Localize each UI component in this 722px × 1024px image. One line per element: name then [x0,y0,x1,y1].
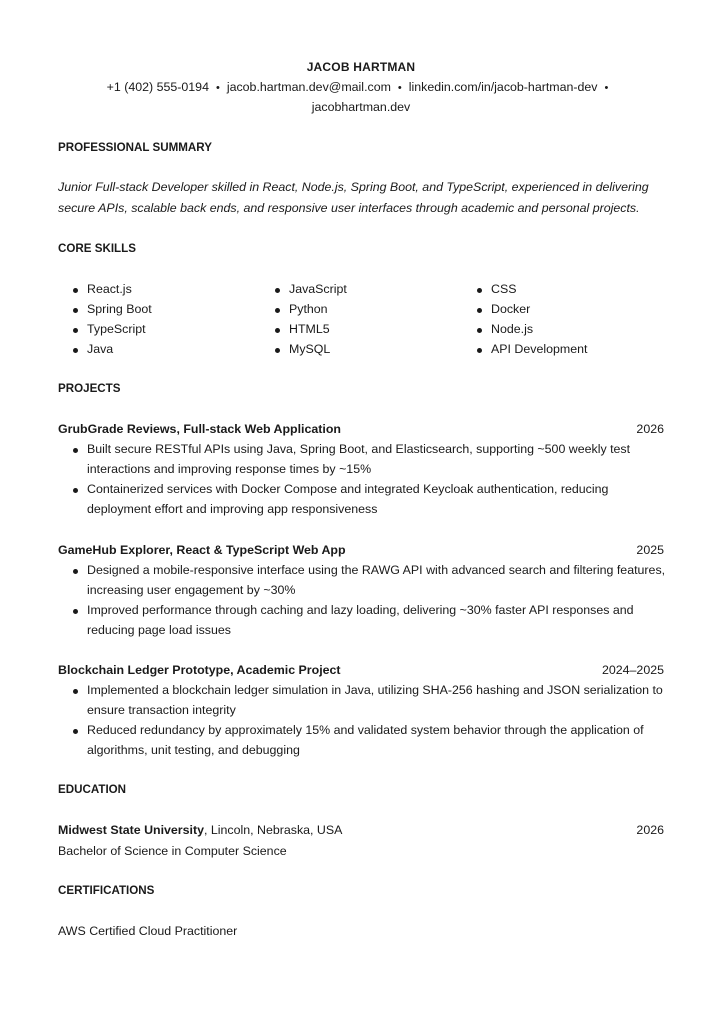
bullet-icon [73,569,78,574]
section-heading-skills: CORE SKILLS [58,242,136,255]
separator: • [397,82,402,94]
section-heading-projects: PROJECTS [58,382,121,395]
education-date: 2026 [636,823,664,837]
phone: +1 (402) 555-0194 [106,80,209,94]
section-heading-summary: PROFESSIONAL SUMMARY [58,141,212,154]
project-bullet-text: Reduced redundancy by approximately 15% and validated system behavior through the application of [87,723,644,737]
skill-item: Python [289,302,328,316]
contact-line [0,80,722,94]
project-bullet-text: Containerized services with Docker Compose and integrated Keycloak authentication, reducing [87,482,609,496]
bullet-icon [73,288,78,293]
school-location: , Lincoln, Nebraska, USA [203,823,343,837]
bullet-icon [275,328,280,333]
summary-text: Junior Full-stack Developer skilled in React, Node.js, Spring Boot, and TypeScript, experienced in delivering secure APIs, scalable back ends, and responsive user interfaces through academic and personal projects. [58,180,649,215]
skill-item: API Development [491,342,588,356]
bullet-icon [73,609,78,614]
project-bullet-text: Built secure RESTful APIs using Java, Spring Boot, and Elasticsearch, supporting ~500 weekly test [87,442,631,456]
website-url: jacobhartman.dev [311,100,411,114]
bullet-icon [477,308,482,313]
bullet-icon [73,488,78,493]
degree: Bachelor of Science in Computer Science [58,844,287,858]
education-entry [58,823,342,837]
candidate-name: JACOB HARTMAN [306,60,416,74]
project-bullet-text: Implemented a blockchain ledger simulation in Java, utilizing SHA-256 hashing and JSON serialization to [87,683,663,697]
skill-item: CSS [491,282,517,296]
bullet-icon [477,328,482,333]
skill-item: Node.js [491,322,534,336]
bullet-icon [275,348,280,353]
project-bullet-text: algorithms, unit testing, and debugging [87,743,300,757]
bullet-icon [477,348,482,353]
separator: • [215,82,220,94]
skill-item: Spring Boot [87,302,152,316]
project-bullet-text: ensure transaction integrity [87,703,236,717]
bullet-icon [73,328,78,333]
linkedin-url: linkedin.com/in/jacob-hartman-dev [408,80,598,94]
bullet-icon [73,348,78,353]
bullet-icon [73,308,78,313]
section-heading-education: EDUCATION [58,783,127,796]
project-title: Blockchain Ledger Prototype, Academic Project [58,663,341,677]
bullet-icon [275,288,280,293]
skill-item: HTML5 [289,322,330,336]
project-bullet-text: increasing user engagement by ~30% [87,583,296,597]
project-bullet-text: Designed a mobile-responsive interface using the RAWG API with advanced search and filtering features, [87,563,666,577]
bullet-icon [275,308,280,313]
school-name: Midwest State University [58,823,204,837]
bullet-icon [73,689,78,694]
project-bullet-text: deployment effort and improving app responsiveness [87,502,378,516]
project-title: GameHub Explorer, React & TypeScript Web App [58,543,346,557]
project-bullet-text: interactions and improving response times by ~15% [87,462,372,476]
skill-item: TypeScript [87,322,146,336]
bullet-icon [477,288,482,293]
email: jacob.hartman.dev@mail.com [226,80,391,94]
skill-item: MySQL [289,342,331,356]
skill-item: Docker [491,302,531,316]
project-title: GrubGrade Reviews, Full-stack Web Application [58,422,341,436]
skill-item: JavaScript [289,282,347,296]
separator: • [604,82,609,94]
section-heading-certifications: CERTIFICATIONS [58,884,155,897]
project-date: 2026 [636,422,664,436]
project-bullet-text: Improved performance through caching and lazy loading, delivering ~30% faster API responses and [87,603,634,617]
project-bullet-text: reducing page load issues [87,623,231,637]
bullet-icon [73,729,78,734]
skill-item: Java [87,342,114,356]
bullet-icon [73,448,78,453]
certification-item: AWS Certified Cloud Practitioner [58,924,238,938]
project-date: 2025 [636,543,664,557]
skill-item: React.js [87,282,132,296]
project-date: 2024–2025 [601,663,664,677]
